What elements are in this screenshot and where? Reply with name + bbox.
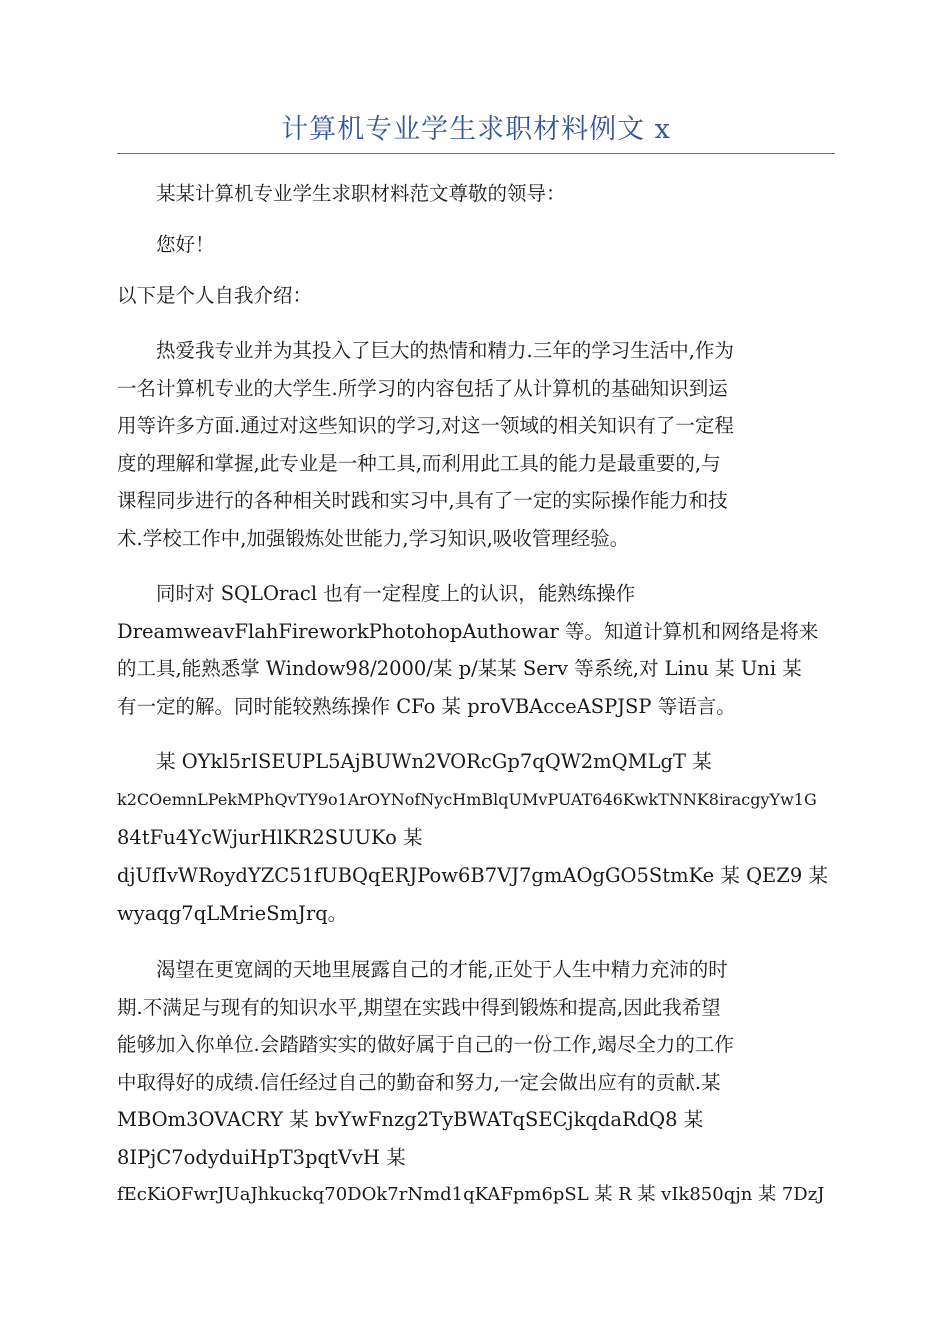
paragraph-line: 中取得好的成绩.信任经过自己的勤奋和努力,一定会做出应有的贡献.某 (117, 1070, 721, 1094)
paragraph-line: djUfIvWRoydYZC51fUBQqERJPow6B7VJ7gmAOgGO5StmKe 某 QEZ9 某 (117, 864, 828, 887)
paragraph-garbled-code (117, 743, 835, 933)
paragraph-line: 84tFu4YcWjurHlKR2SUUKo 某 (117, 826, 423, 849)
paragraph-line: 渴望在更宽阔的天地里展露自己的才能,正处于人生中精力充沛的时 (156, 958, 728, 981)
paragraph-line: fEcKiOFwrJUaJhkuckq70DOk7rNmd1qKAFpm6pSL 某 R 某 vIk850qjn 某 7DzJ (117, 1184, 825, 1205)
paragraph-line: 的工具,能熟悉掌 Window98/2000/某 p/某某 Serv 等系统,对 Linu 某 Uni 某 (117, 657, 802, 680)
intro-heading: 以下是个人自我介绍： (117, 284, 313, 307)
paragraph-line: 8IPjC7odyduiHpT3pqtVvH 某 (117, 1145, 406, 1169)
paragraph-line: MBOm3OVACRY 某 bvYwFnzg2TyBWATqSECjkqdaRdQ8 某 (117, 1108, 704, 1131)
paragraph-experience (117, 332, 835, 557)
paragraph-line: 期.不满足与现有的知识水平,期望在实践中得到锻炼和提高,因此我希望 (117, 995, 721, 1019)
paragraph-line: DreamweavFlahFireworkPhotohopAuthowar 等。知道计算机和网络是将来 (117, 619, 819, 643)
paragraph-line: 一名计算机专业的大学生.所学习的内容包括了从计算机的基础知识到运 (117, 376, 728, 400)
paragraph-line: 有一定的解。同时能较熟练操作 CFo 某 proVBAcceASPJSP 等语言。 (117, 694, 736, 718)
title-underline (117, 153, 835, 154)
document-title: 计算机专业学生求职材料例文 x (281, 114, 671, 145)
paragraph-aspiration (117, 951, 835, 1214)
paragraph-skills (117, 575, 835, 725)
paragraph-line: 某 OYkl5rISEUPL5AjBUWn2VORcGp7qQW2mQMLgT 某 (156, 750, 712, 773)
salutation: 某某计算机专业学生求职材料范文尊敬的领导： (156, 182, 566, 205)
greeting: 您好！ (156, 233, 215, 256)
paragraph-line: 课程同步进行的各种相关时践和实习中,具有了一定的实际操作能力和技 (117, 489, 728, 512)
paragraph-line: 能够加入你单位.会踏踏实实的做好属于自己的一份工作,竭尽全力的工作 (117, 1033, 734, 1056)
document-body (117, 175, 835, 1214)
paragraph-line: 用等许多方面.通过对这些知识的学习,对这一领域的相关知识有了一定程 (117, 414, 734, 437)
paragraph-line: 热爱我专业并为其投入了巨大的热情和精力.三年的学习生活中,作为 (156, 339, 734, 362)
paragraph-line: k2COemnLPekMPhQvTY9o1ArOYNofNycHmBlqUMvPUAT646KwkTNNK8iracgyYw1G (117, 790, 817, 809)
paragraph-line: 度的理解和掌握,此专业是一种工具,而利用此工具的能力是最重要的,与 (117, 451, 721, 475)
paragraph-line: wyaqg7qLMrieSmJrq。 (117, 902, 348, 925)
paragraph-line: 同时对 SQLOracl 也有一定程度上的认识，能熟练操作 (156, 582, 636, 605)
paragraph-line: 术.学校工作中,加强锻炼处世能力,学习知识,吸收管理经验。 (117, 526, 630, 550)
